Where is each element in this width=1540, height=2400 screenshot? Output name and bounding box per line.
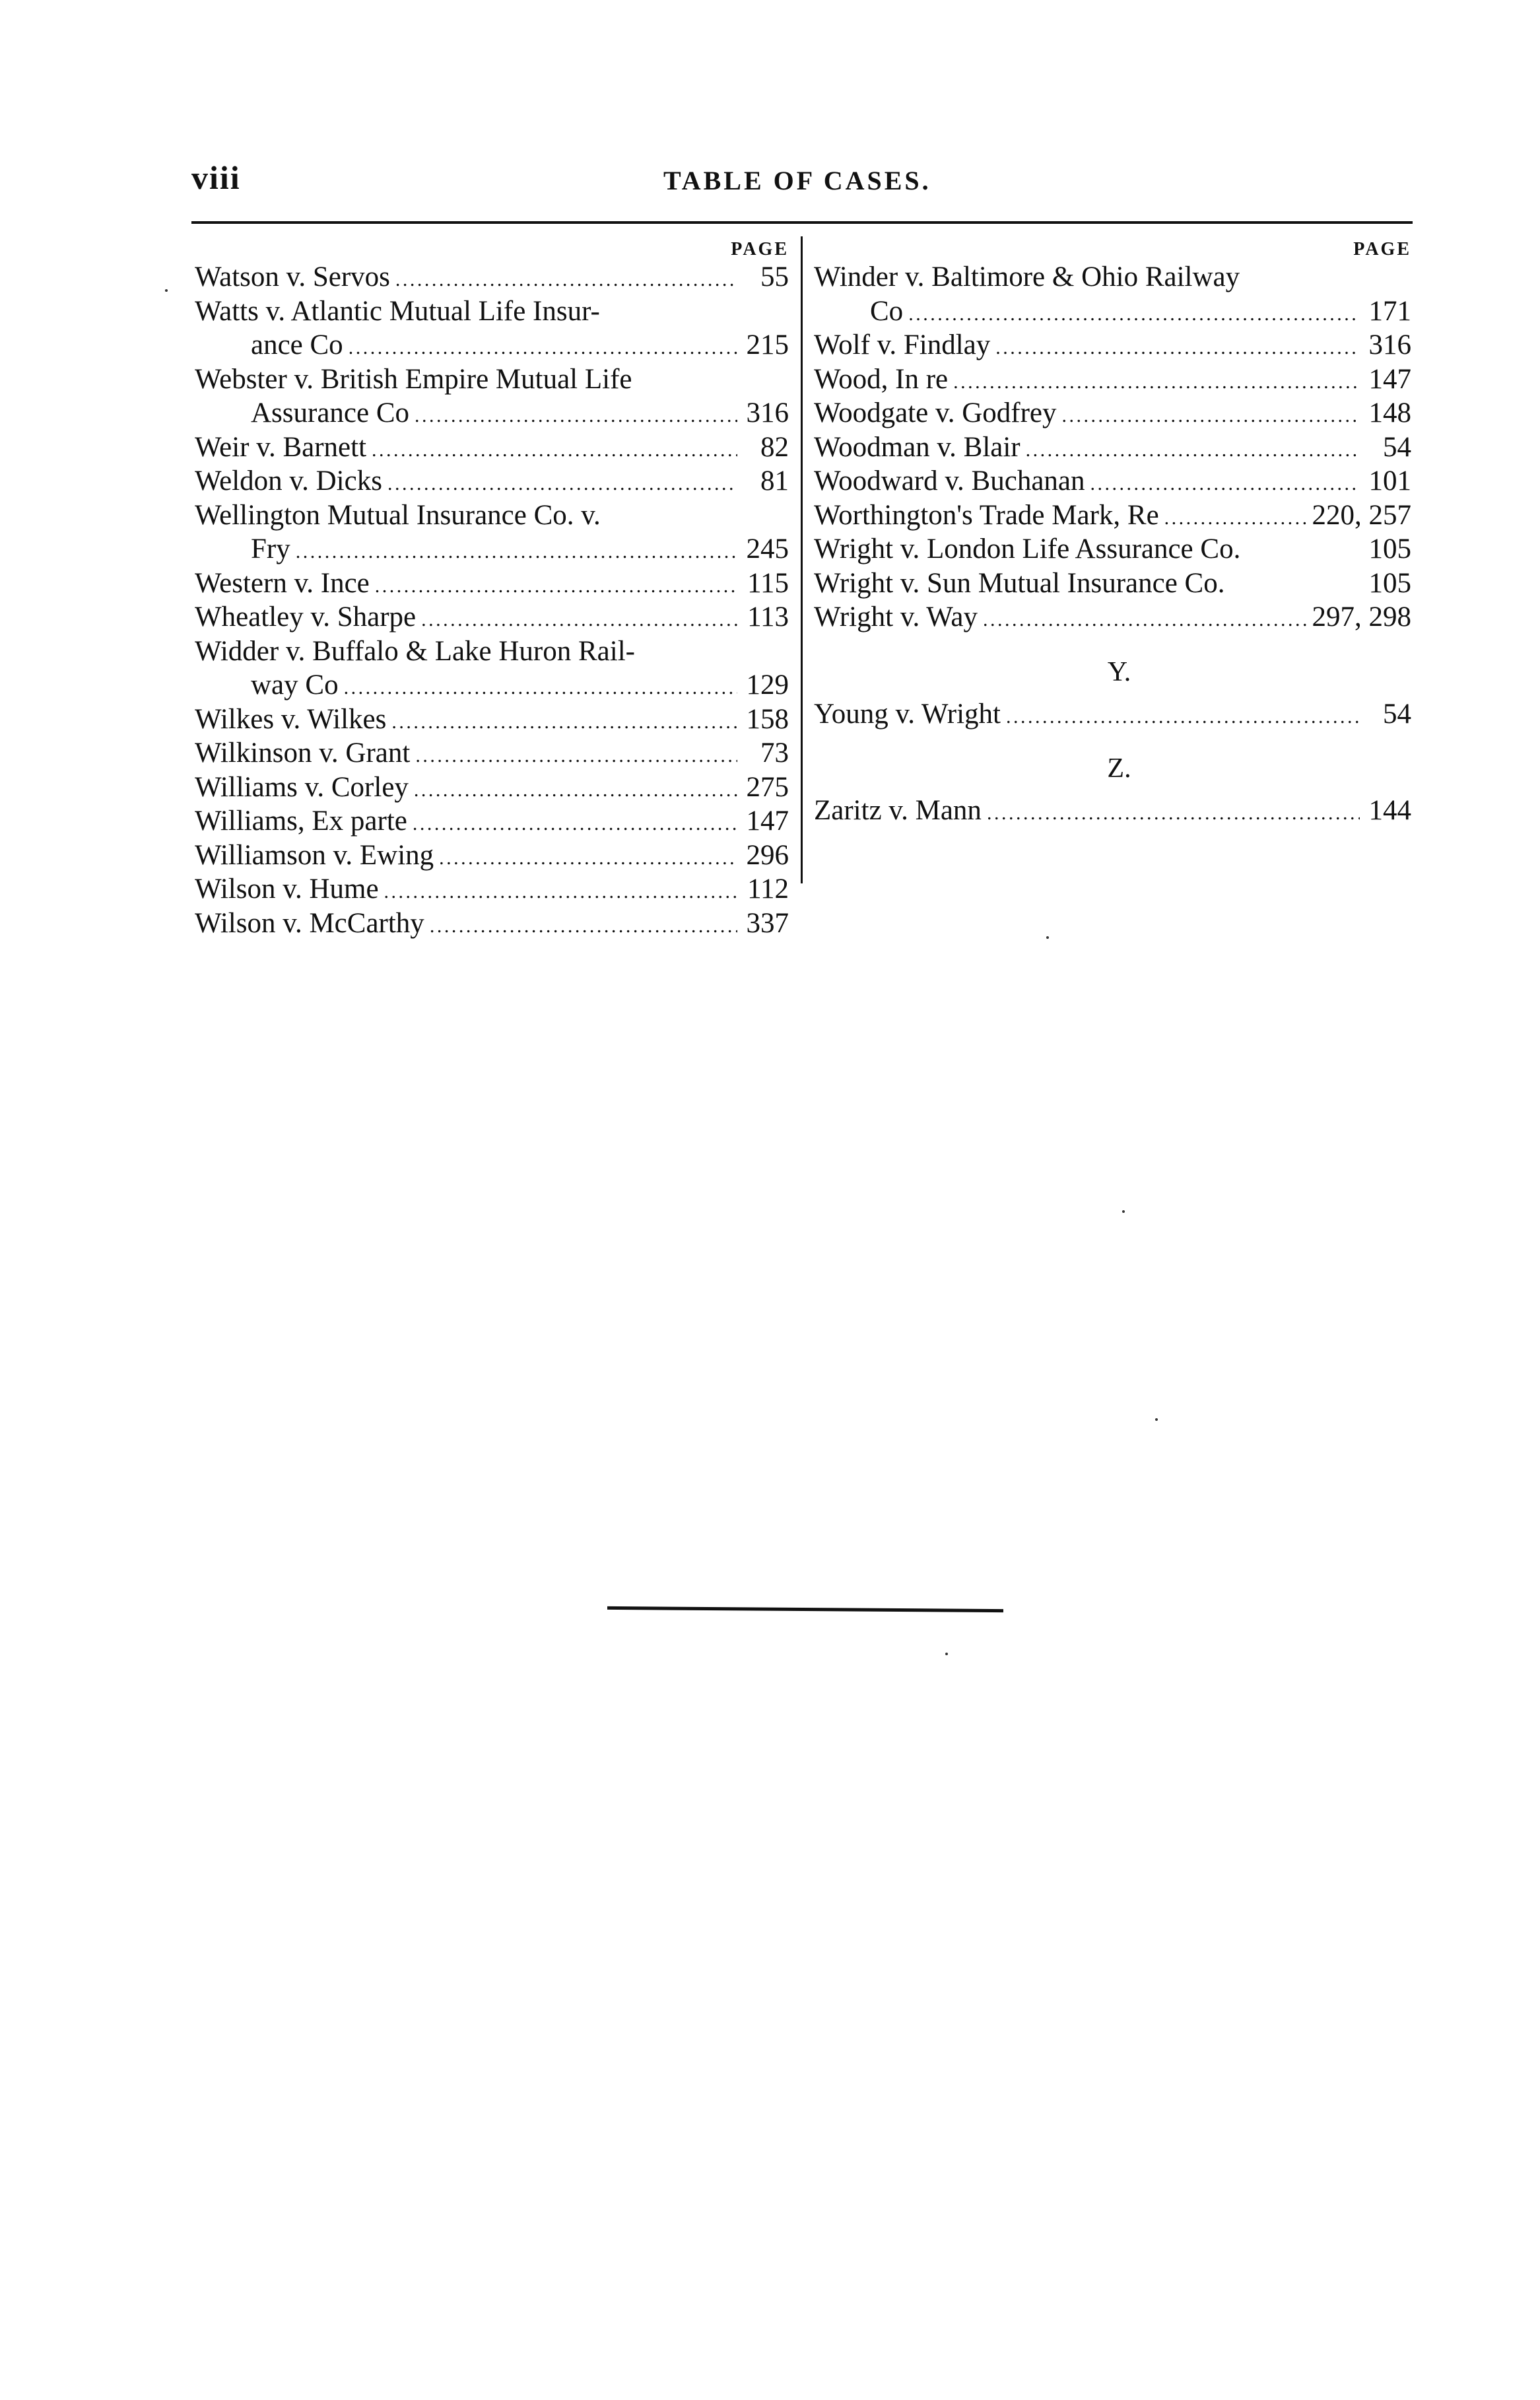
case-page-number: 215 <box>746 329 789 360</box>
case-entry <box>195 601 789 636</box>
case-name: Wheatley v. Sharpe <box>195 601 417 633</box>
case-entry <box>814 261 1411 296</box>
case-entry <box>814 364 1411 398</box>
case-page-number: 337 <box>746 907 789 939</box>
dot-leader <box>1006 699 1360 733</box>
case-page-number: 54 <box>1383 431 1411 463</box>
case-entry <box>814 329 1411 364</box>
case-page-number: 245 <box>746 533 789 565</box>
case-name: Co <box>870 295 904 327</box>
case-name: Wolf v. Findlay <box>814 329 991 360</box>
dot-leader <box>1090 465 1360 500</box>
case-entry <box>814 699 1411 733</box>
dot-leader <box>391 704 737 738</box>
dot-leader <box>953 364 1360 398</box>
dot-leader <box>414 772 737 806</box>
dot-leader <box>983 601 1307 636</box>
dot-leader <box>908 296 1360 330</box>
case-page-number: 73 <box>760 737 789 769</box>
print-speck <box>1155 1418 1158 1421</box>
print-speck <box>165 289 168 292</box>
case-name: Weldon v. Dicks <box>195 465 382 497</box>
right-case-list <box>814 261 1411 636</box>
dot-leader <box>349 329 737 364</box>
z-case-list <box>814 795 1411 829</box>
case-page-number: 220, 257 <box>1312 499 1411 531</box>
case-page-number: 54 <box>1383 698 1411 730</box>
case-name: Wilkinson v. Grant <box>195 737 411 769</box>
case-name: Wellington Mutual Insurance Co. v. <box>195 499 601 531</box>
case-page-number: 112 <box>747 874 789 905</box>
page-header <box>0 158 1540 211</box>
case-entry <box>814 500 1411 534</box>
case-entry <box>814 296 1411 330</box>
section-heading-y: Y. <box>1107 656 1131 687</box>
dot-leader <box>296 533 737 568</box>
case-page-number: 147 <box>1368 363 1411 395</box>
dot-leader <box>1164 500 1307 534</box>
case-name: Williamson v. Ewing <box>195 839 434 871</box>
case-entry <box>195 329 789 364</box>
dot-leader <box>439 840 737 874</box>
case-entry <box>195 772 789 806</box>
case-page-number: 316 <box>1368 329 1411 360</box>
case-entry <box>195 533 789 568</box>
dot-leader <box>384 874 737 908</box>
case-name: Watson v. Servos <box>195 261 390 292</box>
dot-leader <box>421 601 737 636</box>
case-page-number: 316 <box>746 397 789 429</box>
case-page-number: 275 <box>746 771 789 803</box>
dot-leader <box>415 397 737 432</box>
case-page-number: 296 <box>746 839 789 871</box>
dot-leader <box>1062 397 1360 432</box>
case-name: ance Co <box>251 329 343 360</box>
case-name: Wilkes v. Wilkes <box>195 703 387 735</box>
case-entry <box>195 364 789 398</box>
case-entry <box>814 533 1411 568</box>
dot-leader <box>344 669 737 704</box>
y-case-list <box>814 699 1411 733</box>
case-entry <box>195 669 789 704</box>
case-page-number: 129 <box>746 669 789 701</box>
case-page-number: 171 <box>1368 295 1411 327</box>
case-name: Williams v. Corley <box>195 771 409 803</box>
case-page-number: 82 <box>760 431 789 463</box>
case-page-number: 158 <box>746 703 789 735</box>
case-entry <box>195 704 789 738</box>
case-entry <box>195 500 789 534</box>
case-page-number: 105 <box>1368 567 1411 599</box>
case-entry <box>195 806 789 840</box>
left-case-list <box>195 261 789 942</box>
case-name: Young v. Wright <box>814 698 1001 730</box>
case-name: Zaritz v. Mann <box>814 795 982 826</box>
case-entry <box>814 601 1411 636</box>
dot-leader <box>375 568 737 602</box>
case-name: Fry <box>251 533 290 565</box>
case-name: Winder v. Baltimore & Ohio Railway <box>814 261 1240 292</box>
case-entry <box>195 874 789 908</box>
case-page-number: 297, 298 <box>1312 601 1411 633</box>
dot-leader <box>987 795 1360 829</box>
dot-leader <box>995 329 1360 364</box>
case-page-number: 81 <box>760 465 789 497</box>
case-entry <box>195 432 789 466</box>
case-entry <box>195 636 789 670</box>
case-page-number: 147 <box>746 806 789 837</box>
case-name: way Co <box>251 669 339 701</box>
case-name: Watts v. Atlantic Mutual Life Insur- <box>195 295 600 327</box>
case-entry <box>814 568 1411 602</box>
case-entry <box>195 261 789 296</box>
case-name: Western v. Ince <box>195 567 370 599</box>
column-divider <box>801 236 803 883</box>
dot-leader <box>387 465 737 500</box>
right-column <box>814 238 1411 829</box>
case-name: Woodward v. Buchanan <box>814 465 1085 497</box>
case-name: Woodgate v. Godfrey <box>814 397 1057 429</box>
dot-leader <box>413 806 737 840</box>
case-name: Wright v. Way <box>814 601 978 633</box>
left-column <box>195 238 789 942</box>
end-rule <box>607 1606 1003 1612</box>
case-page-number: 148 <box>1368 397 1411 429</box>
print-speck <box>945 1653 948 1655</box>
case-name: Worthington's Trade Mark, Re <box>814 499 1159 531</box>
case-name: Williams, Ex parte <box>195 806 407 837</box>
case-name: Weir v. Barnett <box>195 431 367 463</box>
case-page-number: 113 <box>747 601 789 633</box>
dot-leader <box>430 908 737 942</box>
case-name: Wright v. London Life Assurance Co. <box>814 533 1241 565</box>
case-entry <box>195 296 789 330</box>
case-page-number: 55 <box>760 261 789 292</box>
case-entry <box>814 397 1411 432</box>
header-rule <box>191 221 1413 224</box>
section-heading-z: Z. <box>1107 753 1131 784</box>
case-entry <box>814 432 1411 466</box>
case-entry <box>814 795 1411 829</box>
print-speck <box>1122 1210 1125 1213</box>
case-entry <box>195 840 789 874</box>
print-speck <box>1046 936 1049 939</box>
case-entry <box>814 465 1411 500</box>
case-page-number: 105 <box>1368 533 1411 565</box>
page-number: viii <box>191 159 241 196</box>
case-name: Assurance Co <box>251 397 410 429</box>
case-name: Wood, In re <box>814 363 949 395</box>
case-name: Wilson v. Hume <box>195 874 379 905</box>
dot-leader <box>415 737 737 772</box>
case-name: Woodman v. Blair <box>814 431 1021 463</box>
case-entry <box>195 397 789 432</box>
case-entry <box>195 568 789 602</box>
case-name: Wilson v. McCarthy <box>195 907 424 939</box>
case-entry <box>195 465 789 500</box>
case-name: Wright v. Sun Mutual Insurance Co. <box>814 567 1225 599</box>
running-title: TABLE OF CASES. <box>663 166 931 195</box>
page-column-label: PAGE <box>731 239 789 259</box>
dot-leader <box>372 432 737 466</box>
case-page-number: 144 <box>1368 795 1411 826</box>
case-name: Webster v. British Empire Mutual Life <box>195 363 632 395</box>
dot-leader <box>1026 432 1360 466</box>
page-column-label: PAGE <box>1353 239 1411 259</box>
case-entry <box>195 908 789 942</box>
case-entry <box>195 737 789 772</box>
case-page-number: 115 <box>747 567 789 599</box>
case-page-number: 101 <box>1368 465 1411 497</box>
dot-leader <box>395 261 737 296</box>
case-name: Widder v. Buffalo & Lake Huron Rail- <box>195 635 635 667</box>
